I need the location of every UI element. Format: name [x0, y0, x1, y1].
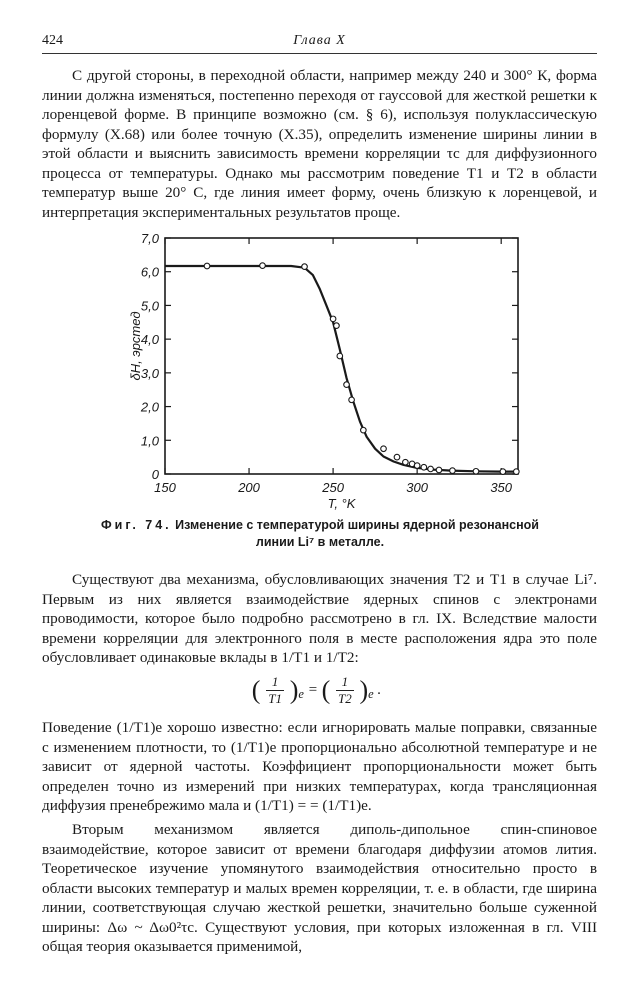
- caption-text: Изменение с температурой ширины ядерной резонансной линии Li⁷ в металле.: [175, 518, 539, 549]
- x-tick-label: 350: [490, 480, 513, 495]
- data-point: [302, 264, 308, 270]
- figure-caption: [100, 517, 540, 551]
- data-point: [349, 397, 355, 403]
- data-point: [330, 316, 336, 322]
- y-tick-label: 3,0: [140, 365, 159, 381]
- data-point: [428, 466, 434, 472]
- formula-num-1: 1: [266, 674, 284, 691]
- formula-den-2: T2: [337, 691, 352, 706]
- page-number: 424: [42, 33, 63, 48]
- y-tick-label: 5,0: [140, 298, 159, 314]
- x-tick-label: 150: [154, 480, 176, 495]
- chapter-title: Глава X: [293, 33, 346, 48]
- running-header: [42, 33, 597, 51]
- x-axis-title: T, °K: [327, 496, 356, 511]
- data-point: [381, 446, 387, 452]
- y-tick-label: 7,0: [140, 231, 159, 246]
- formula-num-2: 1: [336, 674, 354, 691]
- y-tick-label: 0: [151, 467, 159, 482]
- figure-74-chart: [128, 220, 530, 511]
- fit-curve: [165, 266, 518, 472]
- formula-end: .: [377, 681, 382, 698]
- paragraph-2: Существуют два механизма, обусловливающих значения T2 и T1 в случае Li⁷. Первым из них является взаимодействие ядерных спинов с электронами проводимости, которое было подробно рассмотрено в гл. IX. Вследствие малости времени корреляции для электронного поля в месте расположения ядра это поле обусловливает одинаковые вклады в 1/T1 и 1/T2:: [42, 571, 597, 666]
- data-point: [334, 323, 340, 329]
- data-point: [500, 469, 506, 475]
- data-point: [403, 459, 409, 465]
- y-tick-label: 2,0: [140, 399, 159, 415]
- data-point: [344, 382, 350, 388]
- x-tick-label: 300: [406, 480, 428, 495]
- x-tick-label: 250: [322, 480, 344, 495]
- y-tick-label: 1,0: [140, 433, 159, 449]
- y-tick-label: 4,0: [140, 332, 159, 348]
- paragraph-4: Вторым механизмом является диполь-дипольное спин-спиновое взаимодействие, которое зависит от времени благодаря диффузии атомов лития. Теоретическое изучение упомянутого взаимодействия относительно просто в области высоких температур и малых времен корреляции, т. е. в области, где ширина линии, соответствующая случаю жесткой решетки, значительно больше суженной ширины: Δω ~ Δω0²τc. Существуют условия, при которых изложенная в гл. VIII общая теория оказывается применимой,: [42, 821, 597, 955]
- y-tick-label: 6,0: [140, 264, 159, 280]
- formula-sub-2: e: [368, 686, 374, 701]
- caption-label: Фиг. 74.: [101, 518, 172, 532]
- paragraph-3: Поведение (1/T1)e хорошо известно: если игнорировать малые поправки, связанные с изменением плотности, то (1/T1)e пропорционально абсолютной температуре и не зависит от ядерной частоты. Коэффициент пропорциональности может быть определен точно из измерений при низких температурах, когда трансляционная диффузия пренебрежимо мала и (1/T1) = = (1/T1)e.: [42, 719, 597, 814]
- data-point: [337, 353, 343, 359]
- paragraph-1: С другой стороны, в переходной области, например между 240 и 300° К, форма линии должна изменяться, постепенно переходя от гауссовой для жесткой решетки к лоренцевой форме. В принципе возможно (см. § 6), используя полуклассическую формулу (X.68) или более точную (X.35), определить изменение ширины линии в этой области и выяснить зависимость времени корреляции τc для диффузионного процесса от температуры. Однако мы рассмотрим поведение T1 и T2 в области температур выше 20° С, где линия имеет форму, очень близкую к лоренцевой, и интерпретация экспериментальных результатов проще.: [42, 67, 597, 221]
- data-point: [421, 464, 427, 470]
- header-rule: [42, 53, 597, 54]
- formula-den-1: T1: [268, 691, 282, 706]
- x-tick-label: 200: [238, 480, 260, 495]
- data-point: [473, 469, 479, 475]
- data-point: [361, 427, 367, 433]
- data-point: [414, 463, 420, 469]
- data-point: [514, 469, 520, 475]
- data-point: [450, 468, 456, 474]
- formula: ( $\frac{1}{T1}$ )$_e$ = ( $\frac{1}{T2}$ )$_e$ .: [251, 674, 382, 706]
- data-point: [394, 454, 400, 460]
- formula-sub-1: e: [298, 686, 304, 701]
- formula-eq: =: [307, 681, 318, 698]
- data-point: [204, 263, 210, 269]
- data-point: [260, 263, 266, 269]
- y-axis-title: δH, эрстед: [128, 311, 143, 381]
- data-point: [436, 467, 442, 473]
